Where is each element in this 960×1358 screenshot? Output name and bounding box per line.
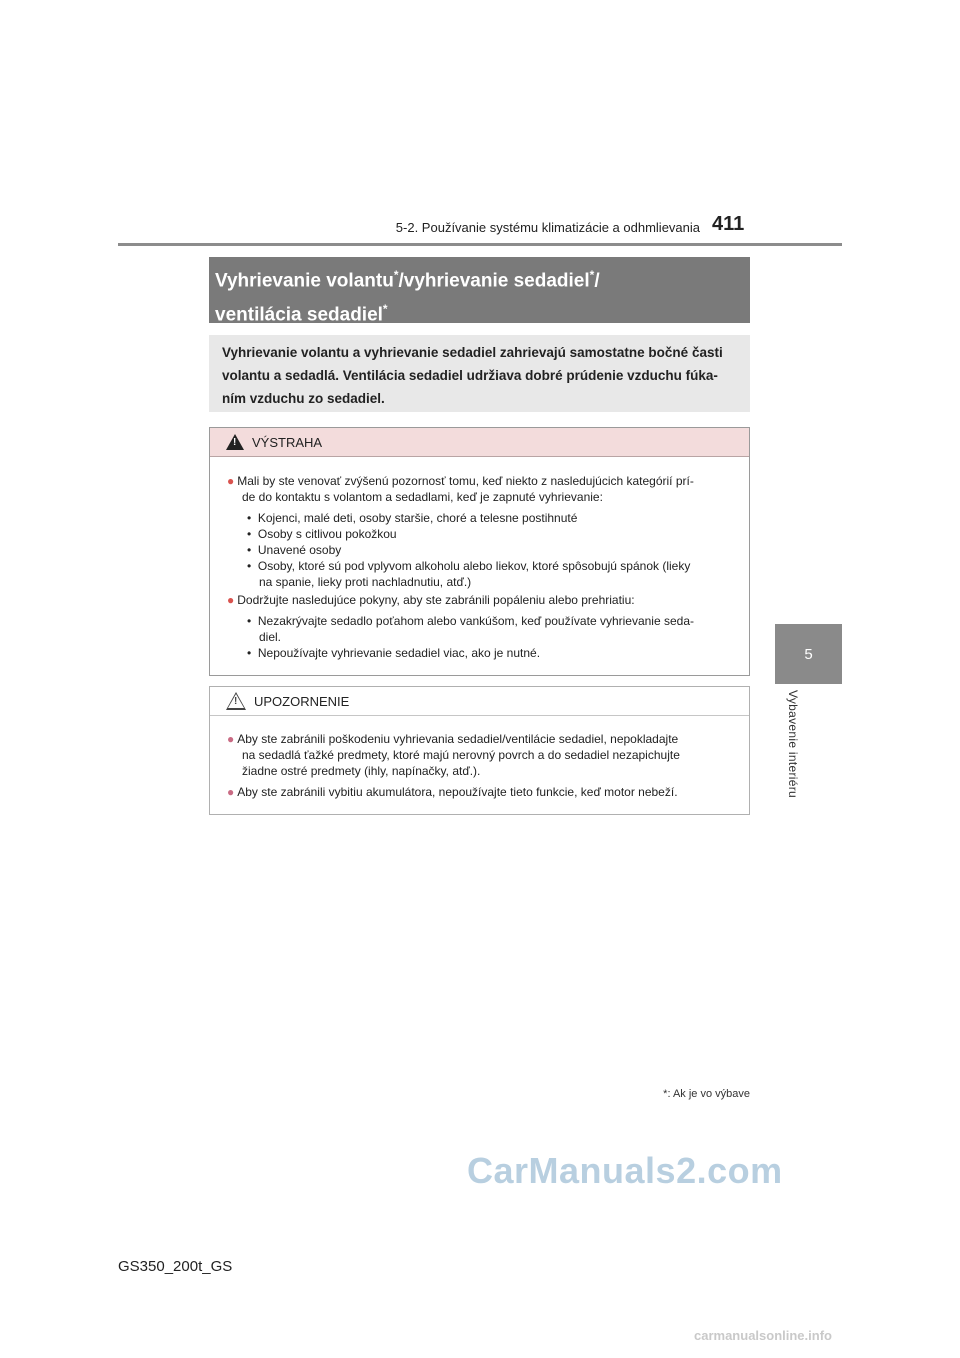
warning-item-2: ● Dodržujte nasledujúce pokyny, aby ste zabránili popáleniu alebo prehriatiu:	[227, 593, 635, 607]
model-code: GS350_200t_GS	[118, 1258, 233, 1275]
warning-sub-1: • Kojenci, malé deti, osoby staršie, choré a telesne postihnuté	[247, 511, 578, 525]
notice-item-1-line-2: na sedadlá ťažké predmety, ktoré majú nerovný povrch a do sedadiel nezapichujte	[242, 748, 680, 762]
bullet-icon: ●	[227, 732, 235, 746]
watermark-carmanuals2: CarManuals2.com	[467, 1150, 783, 1191]
caution-triangle-icon: !	[226, 692, 246, 710]
notice-box	[209, 686, 750, 815]
asterisk-2: *	[589, 268, 595, 282]
warning-item-1-cont: de do kontaktu s volantom a sedadlami, keď je zapnuté vyhrievanie:	[242, 490, 603, 504]
warning-header	[210, 428, 749, 457]
title-line-2: ventilácia sedadiel	[215, 304, 383, 326]
warning-triangle-icon: !	[226, 434, 244, 450]
warning-sub-5: • Nezakrývajte sedadlo poťahom alebo vankúšom, keď používate vyhrievanie seda-	[247, 614, 694, 628]
notice-item-1-line-3: žiadne ostré predmety (ihly, napínačky, atď.).	[242, 764, 481, 778]
watermark-carmanualsonline: carmanualsonline.info	[694, 1328, 832, 1343]
section-title: 5-2. Používanie systému klimatizácie a odhmlievania	[395, 220, 700, 235]
title-part-2: /vyhrievanie sedadiel	[398, 270, 590, 292]
warning-sub-5-cont: diel.	[259, 630, 282, 644]
chapter-number: 5	[804, 645, 813, 663]
bullet-icon: ●	[227, 785, 235, 799]
warning-sub-4-cont: na spanie, lieky proti nachladnutiu, atď.)	[259, 575, 472, 589]
chapter-title: Vybavenie interiéru	[786, 690, 800, 798]
asterisk-3: *	[382, 302, 388, 317]
notice-header	[210, 687, 749, 716]
warning-box	[209, 427, 750, 676]
footnote: *: Ak je vo výbave	[663, 1088, 750, 1100]
warning-sub-6: • Nepoužívajte vyhrievanie sedadiel viac, ako je nutné.	[247, 646, 541, 660]
chapter-tab	[775, 624, 842, 684]
warning-heading: VÝSTRAHA	[252, 434, 323, 450]
notice-item-1: ● Aby ste zabránili poškodeniu vyhrievania sedadiel/ventilácie sedadiel, nepokladajte	[227, 732, 679, 746]
bullet-icon: ●	[227, 593, 235, 607]
page-title	[209, 257, 750, 326]
intro-text: Vyhrievanie volantu a vyhrievanie sedadiel zahrievajú samostatne bočné časti volantu a sedadlá. Ventilácia sedadiel udržiava dobré prúdenie vzduchu fúka-ním vzduchu zo sedadiel.	[209, 335, 750, 412]
warning-sub-4: • Osoby, ktoré sú pod vplyvom alkoholu alebo liekov, ktoré spôsobujú spánok (lieky	[247, 559, 691, 573]
asterisk-1: *	[393, 268, 399, 282]
warning-sub-2: • Osoby s citlivou pokožkou	[247, 527, 397, 541]
title-part-3: /	[594, 270, 600, 292]
notice-item-2: ● Aby ste zabránili vybitiu akumulátora, nepoužívajte tieto funkcie, keď motor nebeží.	[227, 785, 678, 799]
title-part-1: Vyhrievanie volantu	[215, 270, 394, 292]
warning-item-1: ● Mali by ste venovať zvýšenú pozornosť tomu, keď niekto z nasledujúcich kategórií prí-	[227, 474, 694, 488]
page-number: 411	[712, 213, 745, 235]
notice-heading: UPOZORNENIE	[254, 693, 350, 709]
bullet-icon: ●	[227, 474, 235, 488]
warning-sub-3: • Unavené osoby	[247, 543, 342, 557]
header-rule	[118, 243, 842, 246]
